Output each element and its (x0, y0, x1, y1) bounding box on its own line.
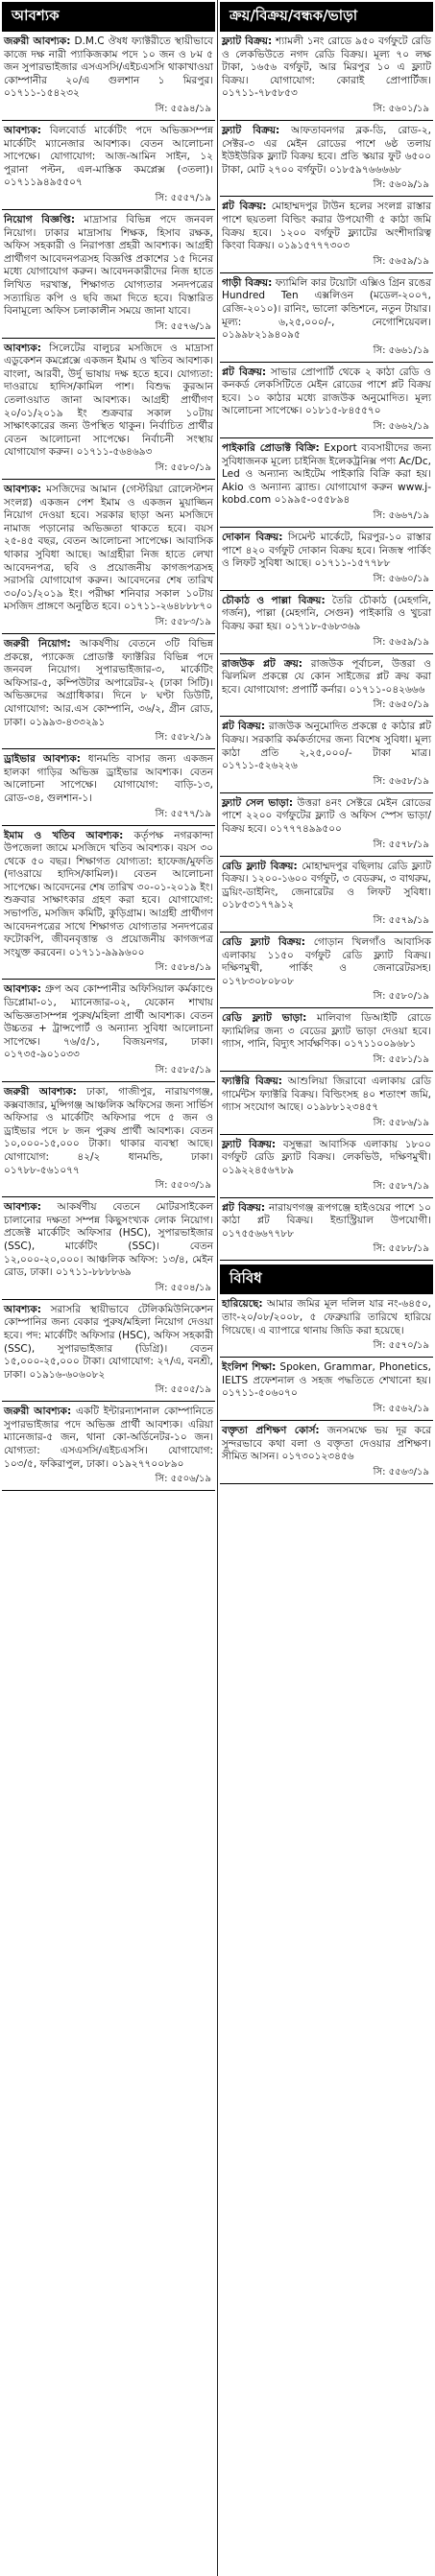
ad-text: একটি ইন্টারন্যাশনাল কোম্পানিতে সুপারভাইজার পদে অভিজ্ঞ প্রার্থী আবশ্যক। এরিয়া ম্যানেজার-৫ জন, থানা কো-অর্ডিনেটর-১০ জন। যোগ্যতা: এসএসসি/এইচএসসি। যোগাযোগ: ১০৩/৫, ফকিরাপুল, ঢাকা। (4, 1406, 213, 1470)
ad-text: আকর্ষণীয় বেতনে মোটরসাইকেল চালানোর দক্ষতা সম্পন্ন কিছুসংখ্যক লোক নিয়োগ। প্রজেক্ট মার্কেটিং অফিসার (HSC), সুপারভাইজার (SSC), মার্কেটিং (SSC)। বেতন ১২,০০০-২০,০০০। আঞ্চলিক অফিস: ১৩/৪, মেইন রোড, ঢাকা। (4, 1201, 213, 1279)
classified-ad (220, 1075, 433, 1135)
ad-separator (220, 716, 433, 717)
ad-lead: হারিয়েছে: (222, 1298, 263, 1311)
ad-contact: ০১৯১৬-৬০৬০৮২ (29, 1368, 106, 1381)
ad-lead: ফ্ল্যাট সেল ভাড়া: (222, 796, 294, 809)
classified-ad (2, 343, 215, 480)
ad-text: তৈরি চৌকাঠ (মেহগনি, গর্জন), পাল্লা (মেহগনি, সেগুন) পাইকারি ও খুচরা বিক্রয় করা হয়। (222, 594, 431, 632)
ad-body (220, 366, 433, 418)
right-ads-list (220, 35, 433, 1261)
ad-code: সি: ৫৫০৪/১৯ (155, 1282, 211, 1293)
ad-lead: ইংলিশ শিক্ষা: (222, 1361, 277, 1374)
ad-lead: ফ্ল্যাট বিক্রয়: (222, 35, 273, 47)
ad-text: আফতাবনগর ব্লক-ডি, রোড-২, সেক্টর-৩ এর মেইন রোডের পাশে ৬ষ্ঠ তলায় ইউইউরিক ফ্ল্যাট বিক্রয় হবে। প্রতি স্কয়ার ফুট ৬৫০০ টাকা, মোট ২৭০০ বর্গফুট। (222, 124, 431, 176)
ad-separator (220, 1420, 433, 1421)
ad-lead: প্লট বিক্রয়: (222, 366, 267, 378)
ad-separator (2, 1196, 215, 1197)
ad-separator (2, 1299, 215, 1300)
ad-code: সি: ৫৫৭৯/১৯ (373, 914, 429, 926)
ad-text: বসুন্ধরা আবাসিক এলাকায় ১৮০০ বর্গফুট রেডি ফ্ল্যাট বিক্রয়। লেকভিউ, দক্ষিণমুখী। (222, 1138, 431, 1164)
classified-ad (220, 1012, 433, 1072)
classified-ad (2, 753, 215, 825)
classified-ad (220, 277, 433, 363)
ad-body (220, 1012, 433, 1052)
ad-text: মাদ্রাসার বিভিন্ন পদে জনবল নিয়োগ। ঢাকার মাদ্রাসায় শিক্ষক, হিসাব রক্ষক, অফিস সহকারী ও নিরাপত্তা প্রহরী আবশ্যক। আগ্রহী প্রার্থীগণ আবেদনপত্রসহ বিজ্ঞপ্তি প্রকাশের ১৫ দিনের মধ্যে যোগাযোগ করুন। আবেদনকারীদের নিজ হাতে লিখিত দরখাস্ত, শিক্ষাগত যোগ্যতার সনদপত্রের সত্যায়িত কপি ও ছবি জমা দিতে হবে। বিস্তারিত বিনামূল্যে অফিস চলাকালীন সময়ে জানা যাবে। (4, 213, 213, 318)
ad-lead: গাড়ী বিক্রয়: (222, 276, 273, 289)
ad-code: সি: ৫৫৮১/১৯ (373, 1054, 429, 1066)
ad-body (220, 35, 433, 101)
ad-text: সিমেন্ট মার্কেটে, মিরপুর-১০ রাস্তার পাশে ৪২০ বর্গফুট দোকান বিক্রয় হবে। নিজস্ব পার্কিং ও লিফট সুবিধা আছে। (222, 532, 432, 570)
ad-lead: জরুরী আবশ্যক: (4, 35, 71, 47)
classified-ad (2, 35, 215, 121)
ad-code: সি: ৫৫০৩/১৯ (155, 1180, 211, 1192)
ad-separator (2, 979, 215, 980)
ad-contact: ০১৭১১-৫০৬০৭০ (222, 1387, 298, 1400)
ad-separator (220, 1134, 433, 1135)
classified-ad (2, 484, 215, 634)
ad-lead: প্লট বিক্রয়: (222, 201, 267, 213)
ad-code: সি: ৫৫৭৮/১৯ (373, 839, 429, 850)
classified-ad (220, 861, 433, 933)
ad-text: Export ব্যবসায়ীদের জন্য সুবিধাজনক মূল্যে চাইনিজ ইলেকট্রনিক্স পণ্য Ac/Dc, Led ও অন্যান্য আইটেম পাইকারি বিক্রি করা হয়। Akio ও অন্যান্য ব্র্যান্ড। যোগাযোগ করুন www.j-kobd.com (222, 442, 431, 507)
ad-separator (2, 338, 215, 339)
left-column (2, 0, 215, 2576)
ad-body (2, 1201, 215, 1280)
classified-ad (2, 125, 215, 210)
ad-text: রাজউক অনুমোদিত প্রকল্পে ৫ কাঠার প্লট বিক্রয়। সরকারি কর্মকর্তাদের জন্য বিশেষ সুবিধা। মূল্য কাঠা প্রতি ২,২৫,০০০/- টাকা মাত্র। (222, 721, 431, 759)
ad-body (2, 983, 215, 1062)
ad-code: সি: ৫৫৮৭/১৯ (373, 1180, 429, 1192)
classified-ad (2, 1304, 215, 1403)
ad-lead: ফ্ল্যাট বিক্রয়: (222, 124, 280, 136)
ad-contact: ০১৭১১-৫৬৪৬৯৩ (76, 446, 153, 459)
ad-code: সি: ৫৬৬২/১৯ (373, 421, 429, 433)
ad-lead: আবশ্যক: (4, 983, 41, 996)
ad-text: ফ্যামিলি কার টয়োটা এক্সিও গ্রিন রঙের Hundred Ten এক্সলিওন (মডেল-২০০৭, রেজি-২০১০)। রানিং, ভালো কন্ডিশনে, নতুন টায়ার। মূল্য: ৬,২৫,০০০/-, নেগোশিয়েবল। (222, 276, 431, 328)
ad-separator (2, 1490, 215, 1491)
ad-body (220, 532, 433, 571)
ad-separator (220, 653, 433, 654)
left-ads-list (2, 35, 215, 1491)
ad-contact: ০১৭১১-৭৮৫৮৫৩ (222, 87, 298, 100)
column-divider (217, 0, 218, 2576)
ad-separator (220, 1483, 433, 1484)
ad-separator (220, 362, 433, 363)
ad-body (2, 753, 215, 805)
ad-lead: রেডি ফ্ল্যাট ভাড়া: (222, 1012, 307, 1025)
ad-lead: জরুরী আবশ্যক: (4, 1086, 77, 1098)
ad-body (2, 214, 215, 319)
ad-code: সি: ৫৬৫৮/১৯ (373, 775, 429, 787)
ad-lead: ফ্ল্যাট বিক্রয়: (222, 1138, 277, 1150)
ad-separator (2, 479, 215, 480)
ad-lead: রাজউক প্লট ক্রয়: (222, 657, 303, 670)
ad-contact: ০১৯৮৮১২৩৪৫৭ (306, 1101, 379, 1114)
ad-text: রাজউক পূর্বাচল, উত্তরা ও ঝিলমিল প্রকল্পে যে কোন সাইজের প্লট ক্রয় করা হবে। যোগাযোগ: প্রপার্টি কর্নার। (222, 657, 431, 696)
ad-contact: ০১৭১১-২৬৪৮৮৮৭০ (123, 601, 213, 613)
ad-lead: আবশ্যক: (4, 124, 41, 136)
ad-lead: দোকান বিক্রয়: (222, 532, 283, 544)
ad-code: সি: ৫৫৭০/১৯ (373, 1340, 429, 1352)
ad-body (2, 830, 215, 960)
section-header-wanted: আবশ্যক (2, 2, 215, 32)
ad-lead: পাইকারি প্রোডাক্ট বিক্রি: (222, 442, 320, 455)
right-column (220, 0, 433, 2576)
classified-ad (2, 830, 215, 981)
ad-text: সিলেটের বালুচর মসজিদে ও মাদ্রাসা এডুকেশন কমপ্লেক্সে একজন ইমাম ও খতিব আবশ্যক। বাংলা, আরবী, উর্দু ভাষায় দক্ষ হতে হবে। যোগ্যতা: দাওরায়ে হাদিস/কামিল পাশ। বিশুদ্ধ কুরআন তেলাওয়াত জানা আবশ্যক। আগ্রহী প্রার্থীগণ ২০/০১/২০১৯ ইং শুক্রবার সকাল ১০টায় সাক্ষাৎকারের জন্য উপস্থিত থাকুন। নির্বাচিত প্রার্থীর বেতন আলোচনা সাপেক্ষে। নির্বাচনী সংস্থায় যোগাযোগ করুন। (4, 342, 213, 459)
ad-body (2, 35, 215, 101)
ad-separator (220, 1197, 433, 1198)
ad-text: নারায়ণগঞ্জ রূপগঞ্জে হাইওয়ের পাশে ১০ কাঠা প্লট বিক্রয়। ইন্ডাস্ট্রিয়াল উপযোগী। (222, 1201, 431, 1227)
ad-contact: ০১৭৭৭৪৯৯৫০০ (269, 822, 342, 835)
ad-code: সি: ৫৬০১/১৯ (373, 103, 429, 114)
classified-ad (220, 125, 433, 197)
ad-contact: ০১৮৫৯৭৬৬৬৬৮ (328, 163, 401, 176)
ad-lead: ড্রাইভার আবশ্যক: (4, 753, 81, 766)
ad-code: সি: ৫৬৬৭/১৯ (373, 510, 429, 522)
ad-text: ঢাকা, গাজীপুর, নারায়ণগঞ্জ, কক্সবাজার, মুন্সিগঞ্জ আঞ্চলিক অফিসের জন্য সার্ভিস অফিসার ও মার্কেটিং অফিসার পদে ৫ জন ও ড্রাইভার পদে ৮ জন পুরুষ প্রার্থী আবশ্যক। বেতন ১০,০০০-১৫,০০০ টাকা। থাকার ব্যবস্থা আছে। যোগাযোগ: ৪২/২ ধানমন্ডি, ঢাকা। (4, 1086, 213, 1163)
ad-contact: ০১৭১১-৫২৬২২৬ (222, 760, 298, 772)
ad-separator (2, 120, 215, 121)
ad-code: সি: ৫৫৮৩/১৯ (155, 616, 211, 627)
ad-code: সি: ৫৬৬০/১৯ (373, 573, 429, 584)
ad-lead: আবশ্যক: (4, 1201, 41, 1214)
ad-text: ধানমন্ডি বাসার জন্য একজন হালকা গাড়ির অভিজ্ঞ ড্রাইভার আবশ্যক। বেতন আলোচনা সাপেক্ষে। যোগাযোগ: বাড়ি-১৩, রোড-৩৪, গুলশান-১। (4, 753, 213, 804)
ad-separator (220, 120, 433, 121)
ad-text: মালিবাগ ডিআইটি রোডে ফ্যামিলির জন্য ৩ বেডের ফ্ল্যাট ভাড়া দেওয়া হবে। গ্যাস, পানি, বিদ্যুৎ সার্বক্ষণিক। (222, 1012, 431, 1051)
ad-contact: ০১৭৮৮-৫৬১০৭৭ (4, 1164, 80, 1176)
ad-separator (220, 590, 433, 591)
classified-ad (2, 1086, 215, 1197)
ad-lead: ইমাম ও খতিব আবশ্যক: (4, 829, 124, 841)
ad-text: আকর্ষণীয় বেতনে ৩টি বিভিন্ন প্রকল্পে, প্যাকেজ প্রোডাক্ট ফ্যাক্টরির বিভিন্ন পদে জনবল নিয়োগ। সুপারভাইজার-৩, মার্কেটিং অফিসার-৫, কম্পিউটার অপারেটর-২ (ঢাকা সিটি)। অভিজ্ঞদের অগ্রাধিকার। দিনে ৮ ঘণ্টা ডিউটি, যোগাযোগ: আর.এস কোম্পানি, ৩৬/২, গ্রীন রোড, ঢাকা। (4, 637, 214, 728)
ad-code: সি: ৫৫০৫/১৯ (155, 1384, 211, 1396)
ad-body (2, 343, 215, 460)
ad-separator (220, 932, 433, 933)
ad-lead: জরুরী আবশ্যক: (4, 1406, 72, 1418)
ad-body (2, 638, 215, 729)
ad-code: সি: ৫৫৭৭/১৯ (155, 808, 211, 819)
classified-ad (220, 532, 433, 591)
ad-contact: ০১৯৯৮২১৯৪০৯৫ (222, 329, 301, 342)
ad-contact: ০১৭৩০১২৩৪৫৬ (281, 1451, 354, 1463)
ad-contact: ০১৯২২৪৫৬৭৮৯ (222, 1165, 295, 1177)
ad-body (220, 1425, 433, 1464)
ad-body (220, 1361, 433, 1401)
classified-ad (220, 658, 433, 718)
ad-lead: জরুরী নিয়োগ: (4, 637, 71, 650)
ad-code: সি: ৫৫০৬/১৯ (155, 1474, 211, 1485)
ad-separator (220, 1071, 433, 1072)
ad-code: সি: ৫৫৮৬/১৯ (373, 1117, 429, 1128)
ad-contact: ০১৭৮৩০৮০৮০৮ (222, 975, 295, 987)
ad-contact: ০১৭৩৫-৯০১০৩৩ (4, 1049, 80, 1061)
ad-text: শ্যামলী ১নং রোডে ৯৫০ বর্গফুটে রেডি ও লেকভিউতে নগদ রেডি বিক্রয়। মূল্য ৭০ লক্ষ টাকা, ১৬৫৬ বর্গফুট, আর মিরপুর ১০ এ ফ্ল্যাট বিক্রয়। যোগাযোগ: কোরাই প্রোপার্টিজ। (222, 35, 431, 86)
ad-text: Spoken, Grammar, Phonetics, IELTS প্রফেশনাল ও সহজ পদ্ধতিতে শেখানো হয়। (222, 1361, 431, 1386)
ad-lead: বক্তৃতা প্রশিক্ষণ কোর্স: (222, 1424, 320, 1436)
section-header-misc: বিবিধ (220, 1264, 433, 1294)
ad-code: সি: ৫৫৮৪/১৯ (155, 962, 211, 974)
ad-separator (220, 1357, 433, 1358)
ad-body (2, 484, 215, 614)
ad-contact: ০১৯৯৫-০৫৫৮৯৪ (274, 494, 350, 507)
ad-body (220, 595, 433, 634)
ad-code: সি: ৫৫৬২/১৯ (373, 1403, 429, 1414)
classified-ad (220, 1361, 433, 1421)
ad-separator (220, 196, 433, 197)
ad-contact: ০১৭১১৯৪৯৫৫০৭ (4, 177, 83, 189)
ad-contact: ০১৯১৫৭৭৭৩০৩ (278, 240, 350, 252)
ad-lead: রেডি ফ্ল্যাট বিক্রয়: (222, 935, 305, 948)
classified-ad (2, 1406, 215, 1491)
ad-text: বিলবোর্ড মার্কেটিং পদে অভিজ্ঞসম্পন্ন মার্কেটিং ম্যানেজার আবশ্যক। বেতন আলোচনা সাপেক্ষে। যোগাযোগ: আজ-আমিন সাইন, ১২ পুরানা পল্টন, এল-মাস্তিক কমপ্লেক্স (৩তলা)। (4, 124, 213, 176)
classified-ad (220, 366, 433, 438)
ad-lead: প্লট বিক্রয়: (222, 1201, 266, 1214)
classified-ad (220, 1139, 433, 1198)
ad-code: সি: ৫৫৬৩/১৯ (373, 1466, 429, 1477)
ad-lead: রেডি ফ্ল্যাট বিক্রয়: (222, 860, 298, 872)
classified-ad (220, 442, 433, 528)
ad-lead: চৌকাঠ ও পাল্লা বিক্রয়: (222, 594, 326, 606)
ad-separator (220, 792, 433, 793)
ad-separator (2, 633, 215, 634)
ad-text: D.M.C ঔষধ ফ্যাক্টরীতে স্থায়ীভাবে কাজে দক্ষ নারী প্যাকিজকাম পদে ১০ জন ও ৮ম ৫ জন সুপারভাইজার এসএসসি/এইচএসসি থাকাখাওয়া কোম্পানীর ২০/এ গুলশান ১ মিরপুর। (4, 35, 213, 86)
ad-code: সি: ৫৫৮০/১৯ (155, 462, 211, 474)
ad-separator (220, 1260, 433, 1261)
ad-body (220, 936, 433, 988)
ad-contact: ০১৮১৫-৮৪৫৫৭০ (304, 405, 381, 417)
classified-ad (220, 1298, 433, 1358)
ad-separator (2, 209, 215, 210)
ad-separator (220, 856, 433, 857)
ad-text: মসজিদের আমান (গেস্টরিয়া রোলেস্টশন সংলগ্ন) একজন পেশ ইমাম ও একজন মুয়াজ্জিন নিয়োগ দেওয়া হবে। সরকার ছাড়া অন্য মসজিদে নামাজ পড়ানোর অভিজ্ঞতা থাকতে হবে। বয়স ২৫-৪৫ বছর, বেতন আলোচনা সাপেক্ষে। আবাসিক থাকার সুবিধা আছে। আগ্রহীরা নিজ হাতে লেখা আবেদনপত্র, ছবি ও প্রয়োজনীয় কাগজপত্রসহ সরাসরি যোগাযোগ করুন। আবেদনের শেষ তারিখ ৩০/০১/২০১৯ ইং। পরীক্ষা শনিবার সকাল ১০টায় মসজিদ প্রাঙ্গণে অনুষ্ঠিত হবে। (4, 484, 213, 613)
ad-text: আশুলিয়া জিরাবো এলাকায় রেডি গার্মেন্টস ফ্যাক্টরি বিক্রয়। বিল্ডিংসহ ৪০ শতাংশ জমি, গ্যাস সংযোগ আছে। (222, 1075, 431, 1114)
ad-separator (220, 1007, 433, 1008)
ad-body (220, 125, 433, 177)
ad-contact: ০১৭১১-৮৮৮৮৬৯ (55, 1266, 132, 1279)
ad-body (220, 1298, 433, 1337)
classified-ad (220, 721, 433, 792)
ad-separator (220, 527, 433, 528)
ad-body (2, 1406, 215, 1471)
ad-body (2, 1304, 215, 1383)
ad-text: সাভার প্রোপার্টি থেকে ২ কাঠা রেডি ও কনকর্ড লেকসিটিতে মেইন রোডের পাশে প্লট বিক্রয় হবে। ১০ কাঠার মধ্যে রাজউক অনুমোদিত। মূল্য আলোচনা সাপেক্ষে। (222, 366, 431, 417)
ad-text: সরাসরি স্থায়ীভাবে টেলিকমিউনিকেশন কোম্পানির জন্য বেকার পুরুষ/মহিলা নিয়োগ দেওয়া হবে। পদ: মার্কেটিং অফিসার (HSC), অফিস সহকারী (SSC), সুপারভাইজার (ডিগ্রি)। বেতন ১৫,০০০-২৫,০০০ টাকা। যোগাযোগ: ২৭/এ, বনশ্রী, ঢাকা। (4, 1303, 213, 1381)
section-header-buy-sell: ক্রয়/বিক্রয়/বন্ধক/ভাড়া (220, 2, 433, 32)
classified-ad (2, 214, 215, 339)
classified-ad (220, 595, 433, 654)
ad-body (220, 1139, 433, 1178)
ad-text: উত্তরা ৪নং সেক্টরে মেইন রোডের পাশে ২২০০ বর্গফুটের ফ্ল্যাট ও অফিস স্পেস ভাড়া/বিক্রয় হবে। (222, 796, 431, 835)
ad-body (2, 1086, 215, 1177)
ad-code: সি: ৫৫৮২/১৯ (155, 732, 211, 744)
classified-ad (2, 1201, 215, 1300)
classified-ad (220, 1202, 433, 1262)
ad-text: আমার জমির মূল দলিল যার নং-৬৪৫০, তাং-২০/০৮/২০০৮, ৫ ফেব্রুয়ারি তারিখে হারিয়ে গিয়েছে। এ ব্যাপারে থানায় জিডি করা হয়েছে। (222, 1298, 431, 1336)
ad-contact: ০১৭১১-১৫৪২৩২ (4, 87, 80, 100)
ad-lead: নিয়োগ বিজ্ঞপ্তি: (4, 213, 76, 225)
ad-code: সি: ৫৫৯৪/১৯ (155, 103, 211, 114)
ad-separator (2, 825, 215, 826)
ad-code: সি: ৫৬০৯/১৯ (373, 179, 429, 191)
misc-ads-list (220, 1298, 433, 1483)
classified-ad (2, 983, 215, 1082)
classified-ad (220, 797, 433, 857)
ad-code: সি: ৫৬৫৯/১৯ (373, 636, 429, 648)
ad-code: সি: ৫৫৫৭/১৯ (155, 192, 211, 203)
ad-body (220, 861, 433, 912)
ad-lead: প্লট বিক্রয়: (222, 721, 266, 733)
ad-lead: ফ্যাক্টরি বিক্রয়: (222, 1075, 282, 1088)
ad-separator (2, 748, 215, 749)
ad-text: গোড়ান খিলগাঁও আবাসিক এলাকায় ১১৫০ বর্গফুট রেডি ফ্ল্যাট বিক্রয়। দক্ষিণমুখী, পার্কিং ও জেনারেটরসহ। (222, 935, 431, 975)
ad-contact: ০১৭৫৫৬৬৭৭৮৮ (222, 1227, 295, 1240)
ad-body (220, 1075, 433, 1115)
ad-lead: আবশ্যক: (4, 484, 41, 496)
ad-contact: ০১৯২৭৭০০৮৯০ (111, 1457, 184, 1470)
classified-ad (220, 35, 433, 121)
ad-contact: ০১৭১১০০৯৬৮১ (344, 1038, 417, 1051)
classified-ad (220, 1425, 433, 1484)
ad-body (220, 277, 433, 343)
ad-contact: ০১৯৯৩-৪৩৩২৯১ (29, 716, 106, 728)
ad-contact: ০১৭১১-১৫৭৭৮৮ (314, 557, 391, 570)
ad-text: মোহাম্মদপুর টাউন হলের সংলগ্ন রাস্তার পাশে ছয়তলা বিল্ডিং করার উপযোগী ৫ কাঠা জমি বিক্রয় হবে। ১২০০ বর্গফুট ফ্ল্যাটের অংশীদারিত্ব কিংবা বিক্রয়। (222, 201, 431, 252)
ad-code: সি: ৫৫৮৫/১৯ (155, 1065, 211, 1075)
ad-body (220, 1202, 433, 1241)
ad-separator (220, 272, 433, 273)
ad-separator (220, 437, 433, 438)
ad-contact: ০১৭১১-৯৯৯৬০০ (68, 946, 145, 958)
ad-code: সি: ৫৬৬১/১৯ (373, 344, 429, 356)
ad-contact: ০১৮৫৩১৭৭৯১২ (222, 899, 295, 911)
ad-code: সি: ৫৫৮০/১৯ (373, 991, 429, 1003)
ad-text: জনসমক্ষে ভয় দূর করে সুন্দরভাবে কথা বলা ও বক্তৃতা দেওয়ার প্রশিক্ষণ। সীমিত আসন। (222, 1424, 431, 1463)
ad-body (2, 125, 215, 190)
ad-code: সি: ৫৫৭৬/১৯ (155, 320, 211, 332)
ad-separator (2, 1081, 215, 1082)
classified-ad (220, 936, 433, 1008)
ad-contact: ০১৭১১-০৪২৬৬৬ (349, 683, 425, 696)
ad-body (220, 201, 433, 252)
ad-text: গ্রুপ অব কোম্পানীর অফিসিয়াল কর্মকাণ্ডে ডিপ্লোমা-০১, ম্যানেজার-০২, যেকোন শাখায় অভিজ্ঞতাসম্পন্ন পুরুষ/মহিলা প্রার্থী আবশ্যক। বেতন উচ্চতর + ট্রান্সপোর্ট ও অন্যান্য সুবিধা আলোচনা সাপেক্ষে। ৭৬/৫/১, বিজয়নগর, ঢাকা। (4, 983, 213, 1048)
ad-text: কর্তৃপক্ষ নগরকান্দা উপজেলা জামে মসজিদে খতিব আবশ্যক। বয়স ৩০ থেকে ৫০ বছর। শিক্ষাগত যোগ্যতা: হাফেজ/মুফতি (দাওরায়ে হাদিস/কামিল)। বেতন আলোচনা সাপেক্ষে। আবেদনের শেষ তারিখ ৩০-০১-২০১৯ ইং। শুক্রবার সাক্ষাৎকার গ্রহণ করা হবে। যোগাযোগ: সভাপতি, মসজিদ কমিটি, কুড়িগ্রাম। আগ্রহী প্রার্থীগণ আবেদনপত্রের সাথে শিক্ষাগত যোগ্যতার সনদপত্রের ফটোকপি, জীবনবৃত্তান্ত ও প্রয়োজনীয় কাগজপত্র সংযুক্ত করবেন। (4, 829, 213, 958)
ad-contact: ০১৭১৮-৫৬৮৩৬৯ (284, 621, 361, 632)
classified-ad (220, 201, 433, 272)
ad-code: সি: ৫৫৮৮/১৯ (373, 1243, 429, 1255)
ad-body (220, 658, 433, 697)
classified-ad (2, 638, 215, 749)
ad-separator (2, 1401, 215, 1402)
ad-body (220, 797, 433, 837)
ad-body (220, 721, 433, 772)
ad-code: সি: ৫৬৫০/১৯ (373, 699, 429, 711)
ad-code: সি: ৫৬৫৯/১৯ (373, 255, 429, 267)
ad-lead: আবশ্যক: (4, 1303, 41, 1315)
ad-body (220, 442, 433, 508)
ad-lead: আবশ্যক: (4, 342, 41, 354)
ad-text: মোহাম্মদপুর বছিলায় রেডি ফ্ল্যাট বিক্রয়। ১২০০-১৬০০ বর্গফুট, ৩ বেডরুম, ৩ বাথরুম, ড্রয়িং-ডাইনিং, জেনারেটর ও লিফট সুবিধা। (222, 860, 431, 898)
